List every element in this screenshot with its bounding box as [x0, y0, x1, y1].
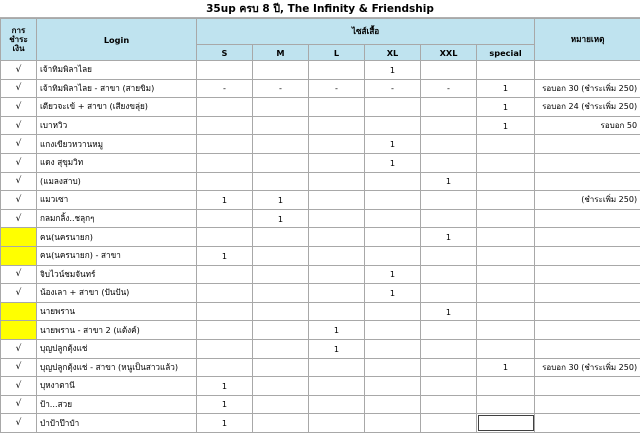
size-cell-xl[interactable] [365, 172, 421, 191]
size-cell-m[interactable] [253, 116, 309, 135]
note-cell[interactable] [535, 395, 640, 414]
size-cell-l[interactable]: 1 [309, 321, 365, 340]
size-cell-s[interactable] [197, 172, 253, 191]
payment-cell[interactable] [1, 321, 37, 340]
table-row [1, 135, 640, 154]
size-cell-xl[interactable] [365, 395, 421, 414]
size-cell-xl[interactable] [365, 339, 421, 358]
login-cell[interactable]: เตียวจะเข้ + สาขา (เสียงขลุ่ย) [37, 98, 197, 117]
size-cell-special[interactable] [477, 135, 535, 154]
table-row [1, 284, 640, 303]
table-row [1, 191, 640, 210]
size-cell-special[interactable] [477, 209, 535, 228]
note-cell[interactable] [535, 321, 640, 340]
login-cell[interactable]: แกงเขียวหวานหมู [37, 135, 197, 154]
note-cell[interactable] [535, 246, 640, 265]
size-cell-s[interactable] [197, 302, 253, 321]
size-cell-m[interactable] [253, 321, 309, 340]
size-cell-xxl[interactable]: 1 [421, 228, 477, 247]
size-cell-s[interactable]: 1 [197, 191, 253, 210]
size-cell-special[interactable]: 1 [477, 116, 535, 135]
size-cell-special[interactable] [477, 153, 535, 172]
note-cell[interactable] [535, 414, 640, 433]
size-cell-m[interactable] [253, 377, 309, 396]
note-cell[interactable]: รอบอก 50 [535, 116, 640, 135]
note-cell[interactable]: (ชำระเพิ่ม 250) [535, 191, 640, 210]
size-cell-m[interactable] [253, 228, 309, 247]
payment-cell[interactable] [1, 228, 37, 247]
login-cell[interactable]: เบาหวิว [37, 116, 197, 135]
size-cell-m[interactable] [253, 61, 309, 80]
login-cell[interactable]: บุญปลูกตุ้งแช่ [37, 339, 197, 358]
size-cell-l[interactable]: 1 [309, 339, 365, 358]
size-cell-special[interactable]: 1 [477, 79, 535, 98]
size-cell-xxl[interactable]: - [421, 79, 477, 98]
table-row [1, 116, 640, 135]
size-header-m: M [253, 45, 309, 61]
table-row [1, 246, 640, 265]
table-row [1, 265, 640, 284]
login-cell[interactable]: นายพราน [37, 302, 197, 321]
login-cell[interactable]: ป้า...สวย [37, 395, 197, 414]
payment-cell[interactable]: √ [1, 414, 37, 433]
size-cell-s[interactable] [197, 228, 253, 247]
size-cell-xxl[interactable] [421, 116, 477, 135]
login-cell[interactable]: เจ้าทิมพิลาไลย [37, 61, 197, 80]
table-row [1, 153, 640, 172]
size-cell-xl[interactable] [365, 246, 421, 265]
size-cell-xl[interactable] [365, 228, 421, 247]
payment-cell[interactable]: √ [1, 377, 37, 396]
size-cell-l[interactable] [309, 98, 365, 117]
size-cell-xxl[interactable] [421, 321, 477, 340]
size-cell-s[interactable]: - [197, 79, 253, 98]
size-cell-xxl[interactable] [421, 339, 477, 358]
payment-cell[interactable]: √ [1, 98, 37, 117]
login-cell[interactable]: น้องเลา + สาขา (ปันปัน) [37, 284, 197, 303]
size-header-xl: XL [365, 45, 421, 61]
table-row [1, 395, 640, 414]
payment-cell[interactable]: √ [1, 79, 37, 98]
payment-cell[interactable]: √ [1, 172, 37, 191]
payment-cell[interactable]: √ [1, 265, 37, 284]
size-cell-special[interactable] [477, 414, 535, 433]
size-cell-s[interactable] [197, 209, 253, 228]
size-cell-xl[interactable]: 1 [365, 153, 421, 172]
size-cell-xl[interactable]: 1 [365, 265, 421, 284]
table-row [1, 61, 640, 80]
size-cell-l[interactable] [309, 377, 365, 396]
size-cell-xxl[interactable] [421, 61, 477, 80]
table-row [1, 228, 640, 247]
payment-cell[interactable]: √ [1, 209, 37, 228]
size-cell-m[interactable] [253, 284, 309, 303]
size-cell-s[interactable]: 1 [197, 246, 253, 265]
table-row [1, 302, 640, 321]
note-cell[interactable] [535, 153, 640, 172]
size-cell-s[interactable] [197, 339, 253, 358]
size-cell-xl[interactable] [365, 358, 421, 377]
size-cell-m[interactable] [253, 302, 309, 321]
table-row [1, 377, 640, 396]
size-cell-s[interactable]: 1 [197, 395, 253, 414]
size-cell-l[interactable] [309, 153, 365, 172]
size-cell-xxl[interactable] [421, 284, 477, 303]
payment-cell[interactable]: √ [1, 153, 37, 172]
table-row [1, 321, 640, 340]
note-cell[interactable] [535, 61, 640, 80]
size-cell-l[interactable] [309, 191, 365, 210]
size-cell-xxl[interactable] [421, 209, 477, 228]
table-row [1, 172, 640, 191]
size-cell-l[interactable] [309, 302, 365, 321]
size-cell-special[interactable] [477, 191, 535, 210]
payment-cell[interactable]: √ [1, 395, 37, 414]
size-cell-special[interactable] [477, 321, 535, 340]
size-cell-special[interactable] [477, 265, 535, 284]
size-cell-s[interactable]: 1 [197, 414, 253, 433]
size-cell-xl[interactable] [365, 209, 421, 228]
size-cell-special[interactable]: 1 [477, 98, 535, 117]
payment-cell[interactable]: √ [1, 358, 37, 377]
size-cell-s[interactable]: 1 [197, 377, 253, 396]
payment-cell[interactable]: √ [1, 61, 37, 80]
size-cell-xxl[interactable] [421, 265, 477, 284]
size-cell-s[interactable] [197, 61, 253, 80]
size-cell-l[interactable] [309, 395, 365, 414]
size-cell-l[interactable]: - [309, 79, 365, 98]
size-cell-xxl[interactable] [421, 98, 477, 117]
size-cell-m[interactable]: - [253, 79, 309, 98]
note-cell[interactable] [535, 339, 640, 358]
note-cell[interactable]: รอบอก 30 (ชำระเพิ่ม 250) [535, 358, 640, 377]
size-cell-xxl[interactable] [421, 395, 477, 414]
size-cell-xxl[interactable] [421, 135, 477, 154]
note-header: หมายเหตุ [535, 19, 640, 61]
size-cell-m[interactable] [253, 98, 309, 117]
size-cell-special[interactable] [477, 61, 535, 80]
size-cell-special[interactable] [477, 302, 535, 321]
size-cell-xl[interactable]: 1 [365, 284, 421, 303]
note-cell[interactable] [535, 172, 640, 191]
note-cell[interactable] [535, 284, 640, 303]
login-cell[interactable]: ป่าป้าป๊าป๋า [37, 414, 197, 433]
table-row [1, 358, 640, 377]
size-header-special: special [477, 45, 535, 61]
login-cell[interactable]: บุหงาตานี [37, 377, 197, 396]
size-cell-special[interactable] [477, 284, 535, 303]
size-cell-xxl[interactable]: 1 [421, 172, 477, 191]
size-cell-l[interactable] [309, 358, 365, 377]
size-cell-xl[interactable] [365, 414, 421, 433]
payment-cell[interactable]: √ [1, 191, 37, 210]
note-cell[interactable] [535, 209, 640, 228]
note-cell[interactable]: รอบอก 30 (ชำระเพิ่ม 250) [535, 79, 640, 98]
size-cell-m[interactable] [253, 414, 309, 433]
size-cell-xl[interactable]: 1 [365, 135, 421, 154]
size-cell-m[interactable] [253, 358, 309, 377]
login-cell[interactable]: จิบไวน์ชมจันทร์ [37, 265, 197, 284]
size-header-s: S [197, 45, 253, 61]
table-row [1, 209, 640, 228]
size-cell-xxl[interactable] [421, 191, 477, 210]
login-cell[interactable]: กลมกลิ้ง..ชลุกๆ [37, 209, 197, 228]
login-cell[interactable]: นายพราน - สาขา 2 (แต้งค์) [37, 321, 197, 340]
payment-cell[interactable]: √ [1, 339, 37, 358]
login-header: Login [37, 19, 197, 61]
size-cell-xxl[interactable] [421, 414, 477, 433]
payment-cell[interactable]: √ [1, 135, 37, 154]
size-cell-m[interactable] [253, 135, 309, 154]
size-cell-xl[interactable]: 1 [365, 61, 421, 80]
size-cell-l[interactable] [309, 284, 365, 303]
table-row [1, 79, 640, 98]
login-cell[interactable]: บุญปลูกตุ้งแช่ - สาขา (หนูเป็นสาวแล้ว) [37, 358, 197, 377]
note-cell[interactable] [535, 135, 640, 154]
size-header-xxl: XXL [421, 45, 477, 61]
size-cell-l[interactable] [309, 246, 365, 265]
size-cell-s[interactable] [197, 116, 253, 135]
shirt-size-header: ไซส์เสื้อ [197, 19, 535, 45]
size-cell-s[interactable] [197, 284, 253, 303]
size-cell-l[interactable] [309, 265, 365, 284]
size-cell-xl[interactable] [365, 191, 421, 210]
size-cell-m[interactable] [253, 339, 309, 358]
size-cell-special[interactable] [477, 395, 535, 414]
note-cell[interactable] [535, 265, 640, 284]
size-cell-xxl[interactable] [421, 153, 477, 172]
size-cell-l[interactable] [309, 135, 365, 154]
note-cell[interactable] [535, 228, 640, 247]
size-cell-m[interactable]: 1 [253, 191, 309, 210]
size-cell-xxl[interactable]: 1 [421, 302, 477, 321]
size-cell-l[interactable] [309, 209, 365, 228]
size-cell-special[interactable]: 1 [477, 358, 535, 377]
size-cell-special[interactable] [477, 339, 535, 358]
size-cell-l[interactable] [309, 172, 365, 191]
note-cell[interactable] [535, 302, 640, 321]
size-cell-xl[interactable] [365, 377, 421, 396]
login-cell[interactable]: ฅน(นครนายก) [37, 228, 197, 247]
sheet-title: 35up ครบ 8 ปี, The Infinity & Friendship [0, 0, 640, 18]
size-cell-s[interactable] [197, 153, 253, 172]
size-cell-special[interactable] [477, 377, 535, 396]
size-cell-special[interactable] [477, 172, 535, 191]
note-cell[interactable] [535, 377, 640, 396]
size-cell-special[interactable] [477, 246, 535, 265]
size-cell-m[interactable] [253, 172, 309, 191]
size-cell-m[interactable] [253, 246, 309, 265]
size-cell-xl[interactable] [365, 321, 421, 340]
size-header-l: L [309, 45, 365, 61]
size-cell-special[interactable] [477, 228, 535, 247]
size-cell-s[interactable] [197, 135, 253, 154]
size-cell-l[interactable] [309, 116, 365, 135]
size-cell-m[interactable] [253, 265, 309, 284]
login-cell[interactable]: แมวเซา [37, 191, 197, 210]
table-row [1, 98, 640, 117]
payment-cell[interactable]: √ [1, 284, 37, 303]
payment-header: การ ชำระ เงิน [1, 19, 37, 61]
size-cell-xxl[interactable] [421, 246, 477, 265]
payment-cell[interactable]: √ [1, 116, 37, 135]
table-row [1, 414, 640, 433]
table-row [1, 339, 640, 358]
payment-cell[interactable] [1, 246, 37, 265]
size-cell-xl[interactable] [365, 98, 421, 117]
payment-cell[interactable] [1, 302, 37, 321]
size-cell-xl[interactable]: - [365, 79, 421, 98]
login-cell[interactable]: เจ้าทิมพิลาไลย - สาขา (สายขิม) [37, 79, 197, 98]
size-cell-s[interactable] [197, 98, 253, 117]
size-cell-xl[interactable] [365, 302, 421, 321]
size-cell-l[interactable] [309, 228, 365, 247]
size-cell-l[interactable] [309, 61, 365, 80]
size-cell-xxl[interactable] [421, 358, 477, 377]
login-cell[interactable]: (แมลงสาบ) [37, 172, 197, 191]
size-cell-m[interactable] [253, 395, 309, 414]
size-cell-s[interactable] [197, 321, 253, 340]
size-cell-m[interactable] [253, 153, 309, 172]
login-cell[interactable]: แดง สุขุมวิท [37, 153, 197, 172]
size-cell-m[interactable]: 1 [253, 209, 309, 228]
size-cell-l[interactable] [309, 414, 365, 433]
size-cell-xxl[interactable] [421, 377, 477, 396]
size-cell-s[interactable] [197, 265, 253, 284]
size-cell-s[interactable] [197, 358, 253, 377]
size-cell-xl[interactable] [365, 116, 421, 135]
shirt-order-table [0, 18, 640, 433]
note-cell[interactable]: รอบอก 24 (ชำระเพิ่ม 250) [535, 98, 640, 117]
login-cell[interactable]: ฅน(นครนายก) - สาขา [37, 246, 197, 265]
